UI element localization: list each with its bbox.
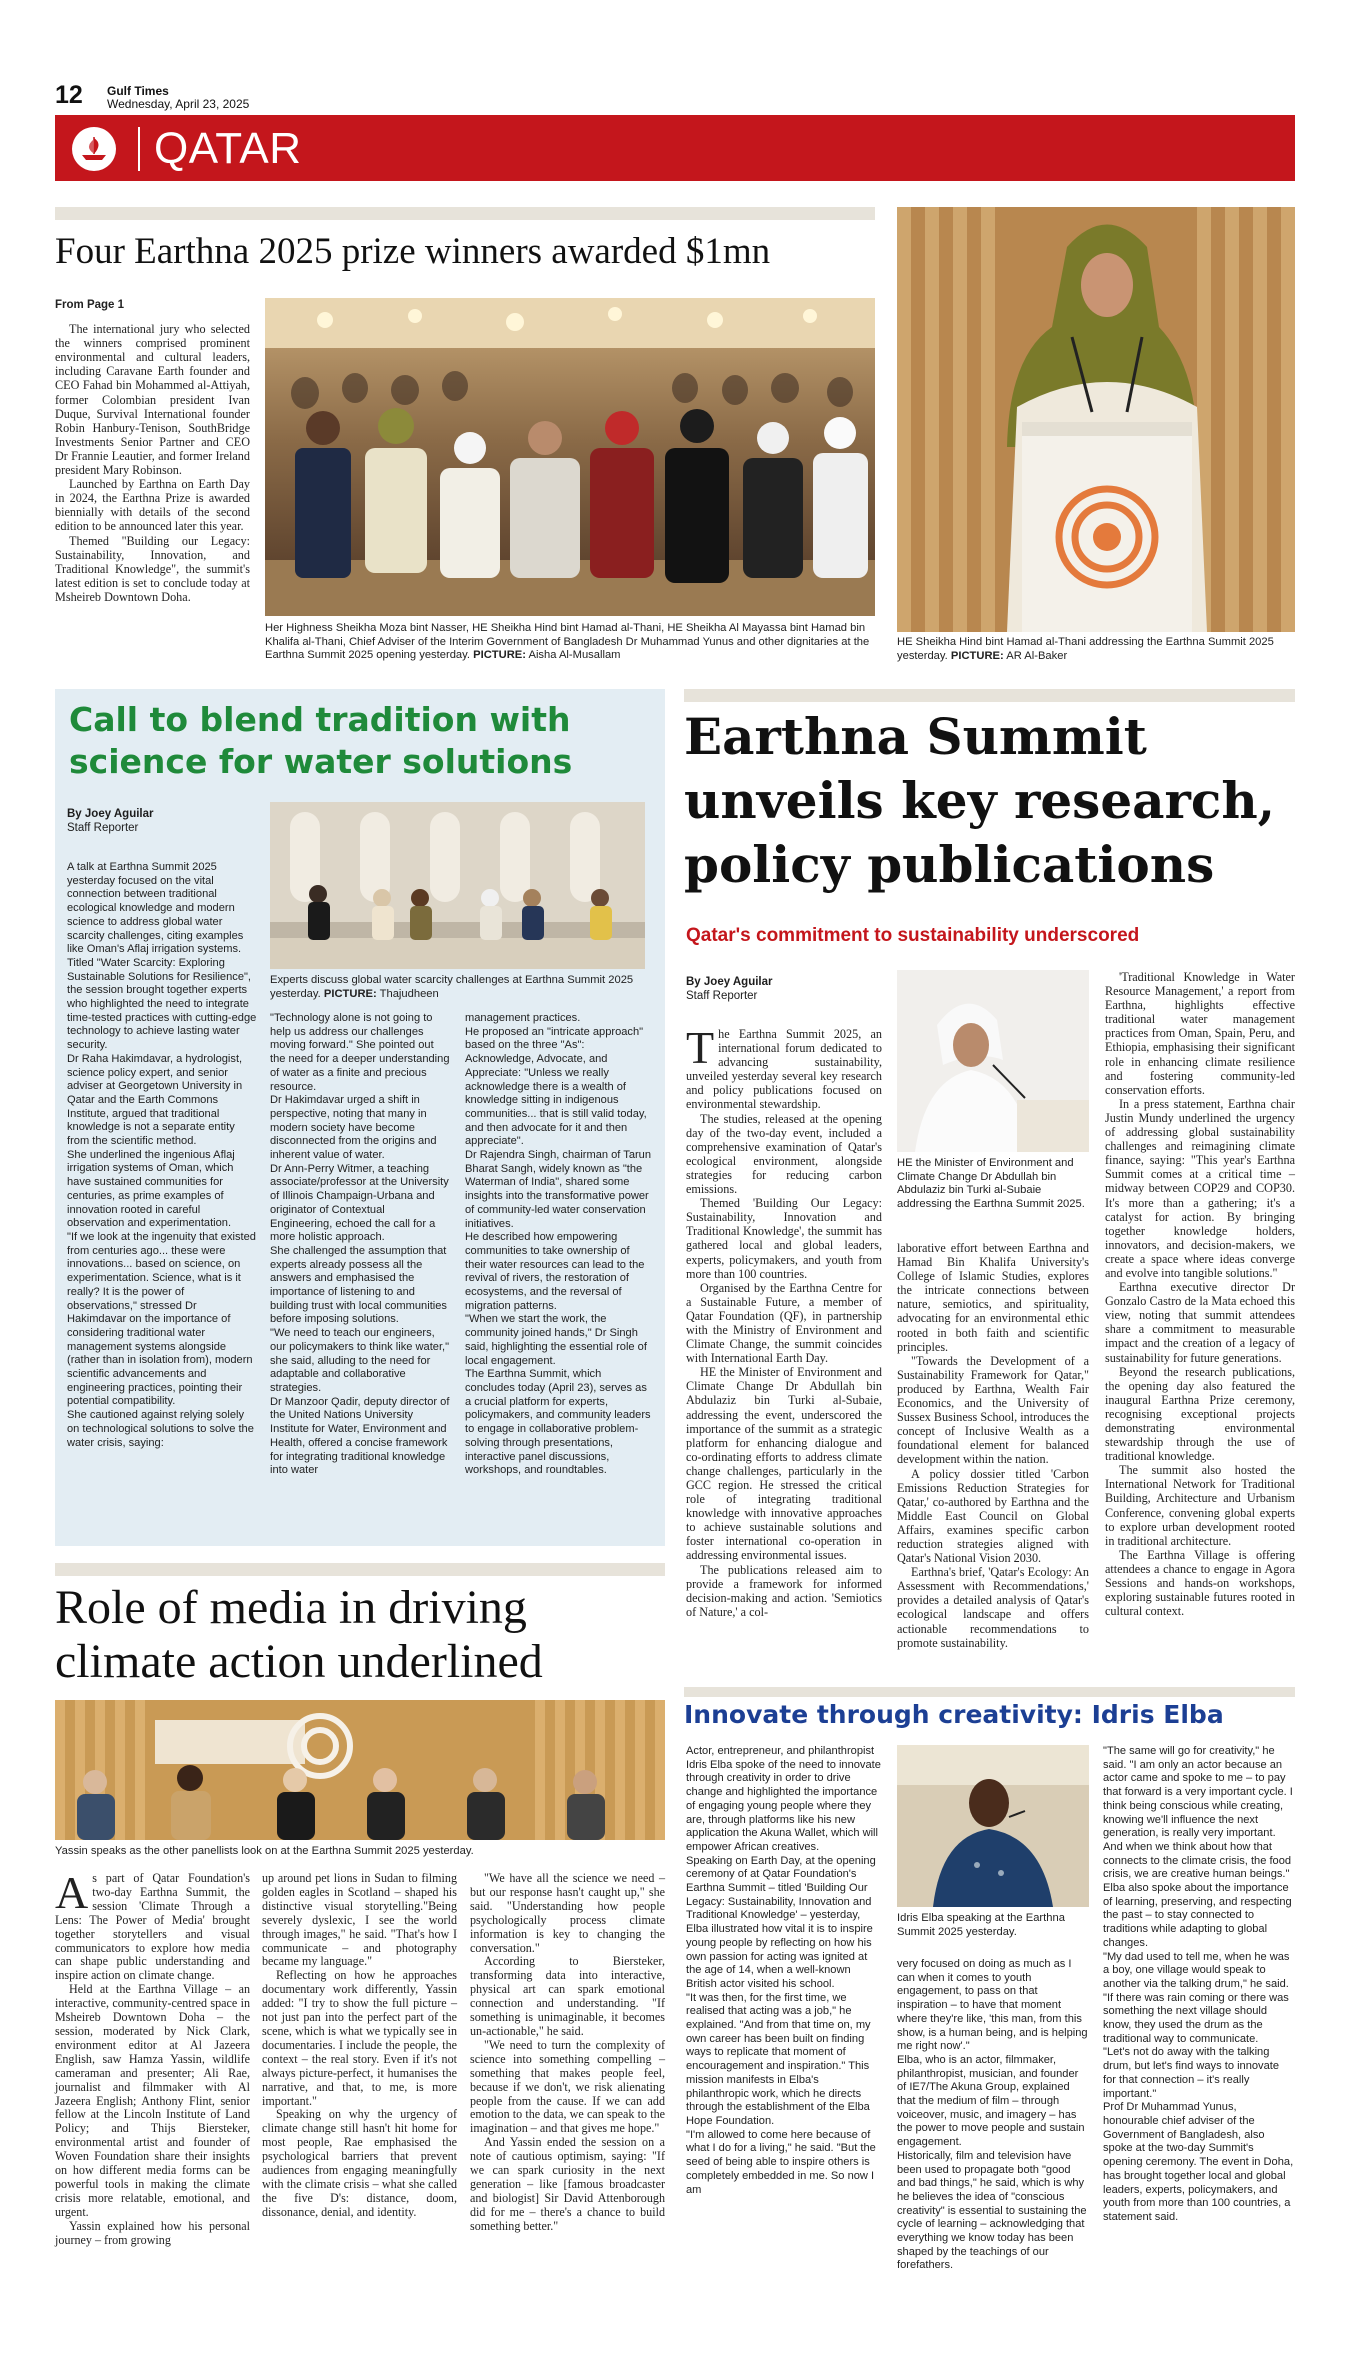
paragraph: She underlined the ingenious Aflaj irrigation systems of Oman, which have sustained communities for centuries, as prime examples of innovation rooted in careful observation and experimentation. [67,1148,235,1230]
photo-caption: Yassin speaks as the other panellists look on at the Earthna Summit 2025 yesterday. [55,1845,474,1857]
story1-headline: Four Earthna 2025 prize winners awarded $1mn [55,231,771,272]
media-panel-photo [55,1700,665,1840]
paragraph: Dr Raha Hakimdavar, a hydrologist, science policy expert, and senior adviser at Georgetown University in Qatar and the Earth Commons Institute, argued that traditional knowledge is not a separate entity from the scientific method. [67,1052,243,1148]
paragraph: The international jury who selected the winners comprised prominent environmental and cultural leaders, including Caravane Earth founder and CEO Fahad bin Mohammed al-Attiyah, former Colombian president Ivan Duque, Survival International founder Robin Hanbury-Tenison, SouthBridge Investments Senior Partner and CEO Dr Frannie Leautier, and former Ireland president Mary Robinson. [55,322,250,478]
paragraph: Speaking on why the urgency of climate change still hasn't hit home for most people, Rae emphasised the psychological barriers that prevent audiences from engaging meaningfully with the climate crisis – what she called the five D's: distance, doom, dissonance, denial, and identity. [262,2107,457,2219]
paragraph: Themed 'Building Our Legacy: Sustainability, Innovation and Traditional Knowledge', the summit has gathered local and global leaders, experts, policymakers, and youth from more than 100 countries. [686,1196,882,1281]
paragraph: "Technology alone is not going to help us address our challenges moving forward." She pointed out the need for a deeper understanding of water as a finite and precious resource. [270,1012,450,1093]
byline: By Joey Aguilar Staff Reporter [686,976,773,1002]
paragraph: He proposed an "intricate approach" based on the three "As": Acknowledge, Advocate, and Appreciate: "Unless we really acknowledge there is a wealth of knowledge sitting in indigenous communities... that is still valid today, and then advocate for it and then appreciate". [465,1025,647,1148]
paragraph: Organised by the Earthna Centre for a Sustainable Future, a member of Qatar Foundation (QF), in partnership with the Ministry of Environment and Climate Change, the summit coincides with International Earth Day. [686,1280,882,1366]
paragraph: Held at the Earthna Village – an interactive, community-centred space in Msheireb Downtown Doha – the session, moderated by Nick Clark, environment editor at Al Jazeera English, saw Hamza Yassin, wildlife cameraman and presenter; Ali Rae, journalist and filmmaker with Al Jazeera English; Anthony Flint, senior fellow at the Lincoln Institute of Land Policy; and Thijs Biersteker, environmental artist and founder of Woven Foundation share their insights on how different media forms can be powerful tools in making the climate crisis more relatable, emotional, and urgent. [55,1982,250,2219]
paragraph: She cautioned against relying solely on technological solutions to solve the water crisis, saying: [67,1409,254,1449]
paragraph: The publications released aim to provide a framework for informed decision-making and action. 'Semiotics of Nature,' a col- [686,1562,882,1619]
paragraph: According to Biersteker, transforming data into interactive, physical art can spark emotional connection and understanding. "If something is unimaginable, it becomes un-actionable," he said. [470,1954,665,2038]
paragraph: Reflecting on how he approaches documentary work differently, Yassin added: "I try to show the full picture – not just pan into the perfect part of the scene, which is what we typically see in documentaries. I include the people, the context – the real story. Even if it's not always picture-perfect, it humanises the narrative, and that, to me, is more important." [262,1968,457,2108]
byline: By Joey Aguilar Staff Reporter [67,808,154,834]
paragraph: He described how empowering communities to take ownership of their water resources can lead to the revival of rivers, the restoration of ecosystems, and the reversal of migration patterns. [465,1231,645,1312]
drop-cap: A [55,1867,89,1918]
paragraph: Launched by Earthna on Earth Day in 2024, the Earthna Prize is awarded biennially with details of the second edition to be announced later this year. [55,477,250,534]
paragraph: Elba, who is an actor, filmmaker, philanthropist, musician, and founder of IE7/The Akuna Group, explained that the medium of film – through voiceover, music, and imagery – has the power to move people and sustain engagement. [897,2053,1085,2149]
paragraph: The summit also hosted the International Network for Traditional Building, Architecture and Urbanism Conference, convening global experts to explore urban development rooted in traditional architecture. [1105,1463,1295,1548]
from-page-label: From Page 1 [55,299,125,311]
paragraph: Dr Rajendra Singh, chairman of Tarun Bharat Sangh, widely known as "the Waterman of India", shared some insights into the transformative power of community-led water conservation initiatives. [465,1149,652,1230]
paragraph: Themed "Building our Legacy: Sustainability, Innovation, and Traditional Knowledge", the summit's latest edition is set to conclude today at Msheireb Downtown Doha. [55,533,250,604]
story3-column-1 [686,1022,882,1619]
water-panel-photo [270,802,645,969]
story4-column-3 [470,1872,665,2234]
photo-caption: Experts discuss global water scarcity challenges at Earthna Summit 2025 yesterday. PICTURE: Thajudheen [270,974,634,1000]
paragraph: A policy dossier titled 'Carbon Emissions Reduction Strategies for Qatar,' co-authored by Earthna and the Middle East Council on Global Affairs, examines specific carbon reduction strategies aligned with Qatar's National Vision 2030. [897,1466,1089,1566]
banner-divider [138,127,140,171]
paragraph: "The same will go for creativity," he said. "I am only an actor because an actor came and spoke to me – to pay that forward is a very important cycle. I think being conscious while creating, knowing we'll influence the next generation, is really very important. And when we think about how that connects to the climate crisis, the food crisis, we are creative human beings." [1103,1745,1293,1881]
story5-headline: Innovate through creativity: Idris Elba [684,1700,1224,1729]
drop-cap: T [686,1022,715,1073]
paragraph: Beyond the research publications, the opening day also featured the inaugural Earthna Prize ceremony, recognising exceptional projects demonstrating environmental stewardship through the use of traditional knowledge. [1105,1364,1295,1464]
story5-column-2 [897,1958,1089,2273]
story5-column-3 [1103,1745,1295,2225]
idris-elba-photo [897,1745,1089,1907]
newspaper-name: Gulf Times [107,84,169,98]
photo-caption: HE Sheikha Hind bint Hamad al-Thani addressing the Earthna Summit 2025 yesterday. PICTURE: AR Al-Baker [897,636,1274,662]
paragraph: Prof Dr Muhammad Yunus, honourable chief adviser of the Government of Bangladesh, also spoke at the two-day Summit's opening ceremony. The event in Doha, has brought together local and global leaders, experts, policymakers, and youth from more than 100 countries, a statement said. [1103,2101,1294,2223]
paragraph: management practices. [465,1012,581,1024]
story2-column-2 [270,1012,450,1478]
paragraph: Yassin explained how his personal journey – from growing [55,2218,250,2247]
story3-subhead: Qatar's commitment to sustainability underscored [686,925,1140,946]
paragraph: "We have all the science we need – but our response hasn't caught up," she said. "Understanding how people psychologically process climate information is key to changing the conversation." [470,1871,665,1955]
section-banner [55,115,1295,181]
paragraph: 'Traditional Knowledge in Water Resource Management,' a report from Earthna, highlights effective traditional water management practices from Oman, Spain, Peru, and Ethiopia, emphasising their significant role in enhancing climate resilience and fostering community-led conservation efforts. [1105,970,1295,1097]
paragraph: Titled "Water Scarcity: Exploring Sustainable Solutions for Resilience", the session brought together experts who highlighted the need to integrate time-tested practices with cutting-edge technology to achieve lasting water security. [67,956,257,1052]
story4-column-2 [262,1872,457,2220]
story3-column-2 [897,1241,1089,1650]
paragraph: Dr Hakimdavar urged a shift in perspective, noting that many in modern society have become disconnected from the origins and inherent value of water. [270,1094,437,1162]
story2-headline: Call to blend tradition with science for water solutions [69,700,573,781]
story4-headline: Role of media in driving climate action underlined [55,1581,543,1688]
summit-opening-photo [265,298,875,616]
paragraph: "I'm allowed to come here because of what I do for a living," he said. "But the seed of being able to inspire others is completely embedded in me. So now I am [686,2128,876,2196]
section-title: QATAR [154,124,302,173]
divider-rule [684,1687,1295,1697]
paragraph: HE the Minister of Environment and Climate Change Dr Abdullah bin Abdulaziz bin Turki al-Subaie, addressing the event, underscored the importance of the summit as a strategic platform for enhancing dialogue and co-ordinating efforts to address climate change challenges, particularly in the GCC region. He stressed the critical role of integrating traditional knowledge with innovative approaches to achieve sustainable solutions and foster international co-operation in addressing environmental issues. [686,1365,882,1563]
paragraph: Earthna executive director Dr Gonzalo Castro de la Mata echoed this view, noting that summit attendees share a commitment to measurable impact and the creation of a legacy of sustainability for future generations. [1105,1280,1295,1365]
paragraph: She challenged the assumption that experts already possess all the answers and emphasised the importance of listening to and building trust with local communities before imposing solutions. [270,1244,447,1326]
paragraph: "If we look at the ingenuity that existed from centuries ago... these were innovations... based on science, on experimentation. Science, what is it really? It is the power of observations," stressed Dr Hakimdavar on the importance of considering traditional water management systems alongside (rather than in isolation from), modern scientific advancements and engineering practices, pointing their potential compatibility. [67,1230,256,1408]
story2-column-3 [465,1012,653,1478]
paragraph: up around pet lions in Sudan to filming golden eagles in Scotland – shaped his distinctive visual storytelling."Being severely dyslexic, I see the world through images," he said. "That's how I communicate – and photography became my language." [262,1871,457,1969]
minister-photo [897,970,1089,1152]
paragraph: Elba also spoke about the importance of learning, preserving, and respecting the past – to stay connected to traditions while adapting to global changes. [1103,1882,1292,1949]
paragraph: The studies, released at the opening day of the two-day event, included a comprehensive examination of Qatar's ecological environment, alongside strategies for reducing carbon emissions. [686,1111,882,1197]
paragraph: "It was then, for the first time, we realised that acting was a job," he explained. "And from that time on, my own career has been built on finding ways to replicate that moment of encouragement and inspiration." This mission manifests in Elba's philanthropic work, which he directs through the establishment of the Elba Hope Foundation. [686,1991,871,2127]
paragraph: "We need to turn the complexity of science into something compelling – something that makes people feel, because if we don't, we risk alienating people from the cause. If we can add emotion to the data, we can speak to the imagination – and that gives me hope." [470,2037,665,2136]
paragraph: Actor, entrepreneur, and philanthropist Idris Elba spoke of the need to innovate through creativity in order to drive change and highlighted the importance of engaging young people where they are, through platforms like his new application the Akuna Wallet, which will empower African creatives. [686,1745,881,1853]
paragraph: Dr Ann-Perry Witmer, a teaching associate/professor at the University of Illinois Champaign-Urbana and originator of Contextual Engineering, echoed the call for a more holistic approach. [270,1162,449,1244]
story2-column-1 [67,861,257,1450]
story1-body [55,298,250,604]
paragraph: "Towards the Development of a Sustainability Framework for Qatar," produced by Earthna, Wealth Fair Economics, and the University of Sussex Business School, introduces the concept of Inclusive Wealth as a foundational element for balanced development within the nation. [897,1353,1089,1467]
paragraph: "My dad used to tell me, when he was a boy, one village would speak to another via the talking drum," he said. "If there was rain coming or there was something the next village should know, they used the drum as the traditional way to communicate. [1103,1950,1290,2045]
divider-rule [55,207,875,220]
paragraph: s part of Qatar Foundation's two-day Earthna Summit, the session 'Climate Through a Lens: The Power of Media' brought together storytellers and visual communicators to explore how media can shape public understanding and inspire action on climate change. [55,1871,250,1983]
divider-rule [55,1563,665,1576]
paragraph: Dr Manzoor Qadir, deputy director of the United Nations University Institute for Water, Environment and Health, offered a concise framework for integrating traditional knowledge into water [270,1395,450,1477]
divider-rule [684,689,1295,702]
photo-caption: Idris Elba speaking at the Earthna Summit 2025 yesterday. [897,1912,1065,1938]
page-number: 12 [55,81,83,109]
paragraph: A talk at Earthna Summit 2025 yesterday focused on the vital connection between traditional ecological knowledge and modern science to address global water scarcity challenges, citing examples like Oman's Aflaj irrigation systems. [67,861,244,956]
paragraph: "We need to teach our engineers, our policymakers to think like water," she said, alluding to the need for adaptable and collaborative strategies. [270,1327,450,1394]
issue-date: Wednesday, April 23, 2025 [107,97,250,111]
paragraph: "Let's not do away with the talking drum, but let's find ways to innovate for that connection – it's really important." [1103,2046,1280,2100]
speaker-podium-photo [897,207,1295,632]
story3-headline: Earthna Summit unveils key research, policy publications [684,707,1276,894]
photo-caption: HE the Minister of Environment and Climate Change Dr Abdullah bin Abdulaziz bin Turki al-Subaie addressing the Earthna Summit 2025. [897,1157,1085,1210]
paragraph: Historically, film and television have been used to propagate both "good and bad things," he said, which is why he believes the idea of "conscious creativity" is essential to sustaining the cycle of learning – acknowledging that everything we know today has been shaped by the teachings of our forefathers. [897,2149,1087,2272]
story3-column-3 [1105,970,1295,1618]
paragraph: In a press statement, Earthna chair Justin Mundy underlined the urgency of addressing global sustainability challenges and reimagining climate finance, saying: "This year's Earthna Summit comes at a critical time – midway between COP29 and COP30. It's more than a gathering; it's a catalyst for action. By bringing together knowledge holders, innovators, and decision-makers, we create a space where ideas converge and evolve into tangible solutions." [1105,1096,1295,1280]
paragraph: laborative effort between Earthna and Hamad Bin Khalifa University's College of Islamic Studies, explores the intricate connections between nature, semiotics, and spirituality, advocating for an environmental ethic rooted in both faith and scientific principles. [897,1241,1089,1354]
paragraph: "When we start the work, the community joined hands," Dr Singh said, highlighting the essential role of local engagement. [465,1313,647,1367]
paragraph: very focused on doing as much as I can when it comes to youth engagement, to pass on that inspiration – to have that moment where they're like, 'this man, from this show, is a human being, and is helping me right now'." [897,1958,1088,2053]
paragraph: The Earthna Summit, which concludes today (April 23), serves as a crucial platform for experts, policymakers, and community leaders to engage in collaborative problem-solving through presentations, interactive panel discussions, workshops, and roundtables. [465,1368,651,1477]
paragraph: he Earthna Summit 2025, an international forum dedicated to advancing sustainability, unveiled yesterday several key research and policy publications focused on environmental stewardship. [686,1027,882,1112]
paragraph: Earthna's brief, 'Qatar's Ecology: An Assessment with Recommendations,' provides a detailed analysis of Qatar's ecological landscape and offers actionable recommendations to promote sustainability. [897,1565,1089,1650]
photo-caption: Her Highness Sheikha Moza bint Nasser, HE Sheikha Hind bint Hamad al-Thani, HE Sheikha Al Mayassa bint Hamad bin Khalifa al-Thani, Chief Adviser of the Interim Government of Bangladesh Dr Muhammad Yunus and other dignitaries at the Earthna Summit 2025 opening yesterday. PICTURE: Aisha Al-Musallam [265,622,870,661]
paragraph: The Earthna Village is offering attendees a chance to engage in Agora Sessions and hands-on workshops, exploring sustainable futures rooted in cultural context. [1105,1547,1295,1619]
story4-column-1 [55,1867,250,2247]
dhow-logo-icon [72,127,116,171]
paragraph: And Yassin ended the session on a note of cautious optimism, saying: "If we can spark curiosity in the next generation – like [famous broadcaster and biologist] Sir David Attenborough did for me – there's a chance to build something better." [470,2135,665,2233]
paragraph: Speaking on Earth Day, at the opening ceremony of at Qatar Foundation's Earthna Summit – titled 'Building Our Legacy: Sustainability, Innovation and Traditional Knowledge' – yesterday, Elba illustrated how vital it is to inspire young people by reflecting on how his own passion for acting was ignited at the age of 14, when a well-known British actor visited his school. [686,1854,876,1990]
story5-column-1 [686,1745,881,2197]
